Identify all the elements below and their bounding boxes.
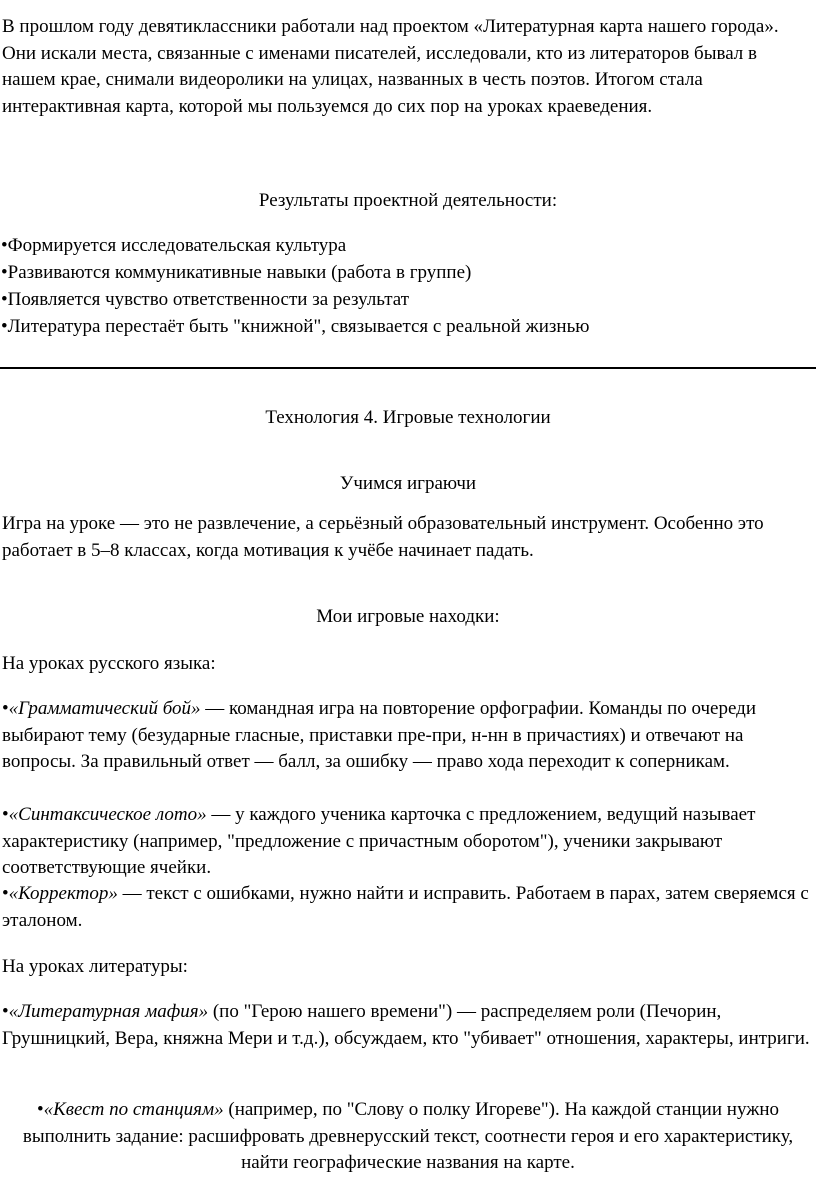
game-title: «Корректор» (8, 883, 118, 904)
bullet-icon: • (2, 1001, 9, 1022)
bullet-icon: • (1, 316, 8, 337)
results-heading: Результаты проектной деятельности: (258, 190, 558, 211)
game-description: (например, по "Слову о полку Игореве"). На каждой станции нужно выполнить задание: расшифровать древнерусский текст, соотнести героя и его характеристику, найти географические названия на карте. (22, 1099, 794, 1173)
russian-heading: На уроках русского языка: (2, 653, 216, 674)
game-title: «Литературная мафия» (8, 1001, 209, 1022)
technology-intro: Игра на уроке — это не развлечение, а серьёзный образовательный инструмент. Особенно это работает в 5–8 классах, когда мотивация к учёбе начинает падать. (2, 513, 764, 561)
bullet-icon: • (36, 1099, 44, 1120)
intro-paragraph: В прошлом году девятиклассники работали над проектом «Литературная карта нашего города». Они искали места, связанные с именами писателей, исследовали, кто из литераторов бывал в нашем крае, снимали видеоролики на улицах, названных в честь поэтов. Итогом стала интерактивная карта, которой мы пользуемся до сих пор на уроках краеведения. (2, 16, 779, 117)
russian-game-item (2, 802, 814, 882)
horizontal-divider (0, 367, 816, 369)
bullet-icon: • (2, 804, 9, 825)
results-item: •Формируется исследовательская культура (1, 235, 347, 256)
game-description: — текст с ошибками, нужно найти и исправить. Работаем в парах, затем сверяемся с эталоном. (2, 883, 809, 931)
russian-game-item (2, 881, 814, 934)
technology-subheading: Учимся играючи (339, 473, 477, 494)
bullet-icon: • (1, 262, 8, 283)
literature-heading: На уроках литературы: (2, 956, 188, 977)
game-description: (по "Герою нашего времени") — распределяем роли (Печорин, Грушницкий, Вера, княжна Мери и т.д.), обсуждаем, кто "убивает" отношения, характеры, интриги. (2, 1001, 810, 1049)
results-item: •Появляется чувство ответственности за результат (1, 289, 410, 310)
literature-game-item (2, 999, 814, 1052)
russian-game-item (2, 696, 814, 776)
bullet-icon: • (1, 289, 8, 310)
game-title: «Синтаксическое лото» (8, 804, 207, 825)
game-title: «Квест по станциям» (43, 1099, 224, 1120)
bullet-icon: • (2, 883, 9, 904)
technology-heading: Технология 4. Игровые технологии (265, 407, 551, 428)
literature-game-item (0, 1097, 816, 1177)
findings-heading: Мои игровые находки: (316, 606, 500, 627)
results-item: •Литература перестаёт быть "книжной", связывается с реальной жизнью (1, 316, 590, 337)
game-description: — у каждого ученика карточка с предложением, ведущий называет характеристику (например, "предложение с причастным оборотом"), ученики закрывают соответствующие ячейки. (2, 804, 756, 878)
bullet-icon: • (2, 698, 9, 719)
game-description: — командная игра на повторение орфографии. Команды по очереди выбирают тему (безударные гласные, приставки пре-при, н-нн в причастиях) и отвечают на вопросы. За правильный ответ — балл, за ошибку — право хода переходит к соперникам. (2, 698, 757, 772)
game-title: «Грамматический бой» (8, 698, 201, 719)
results-item: •Развиваются коммуникативные навыки (работа в группе) (1, 262, 472, 283)
bullet-icon: • (1, 235, 8, 256)
